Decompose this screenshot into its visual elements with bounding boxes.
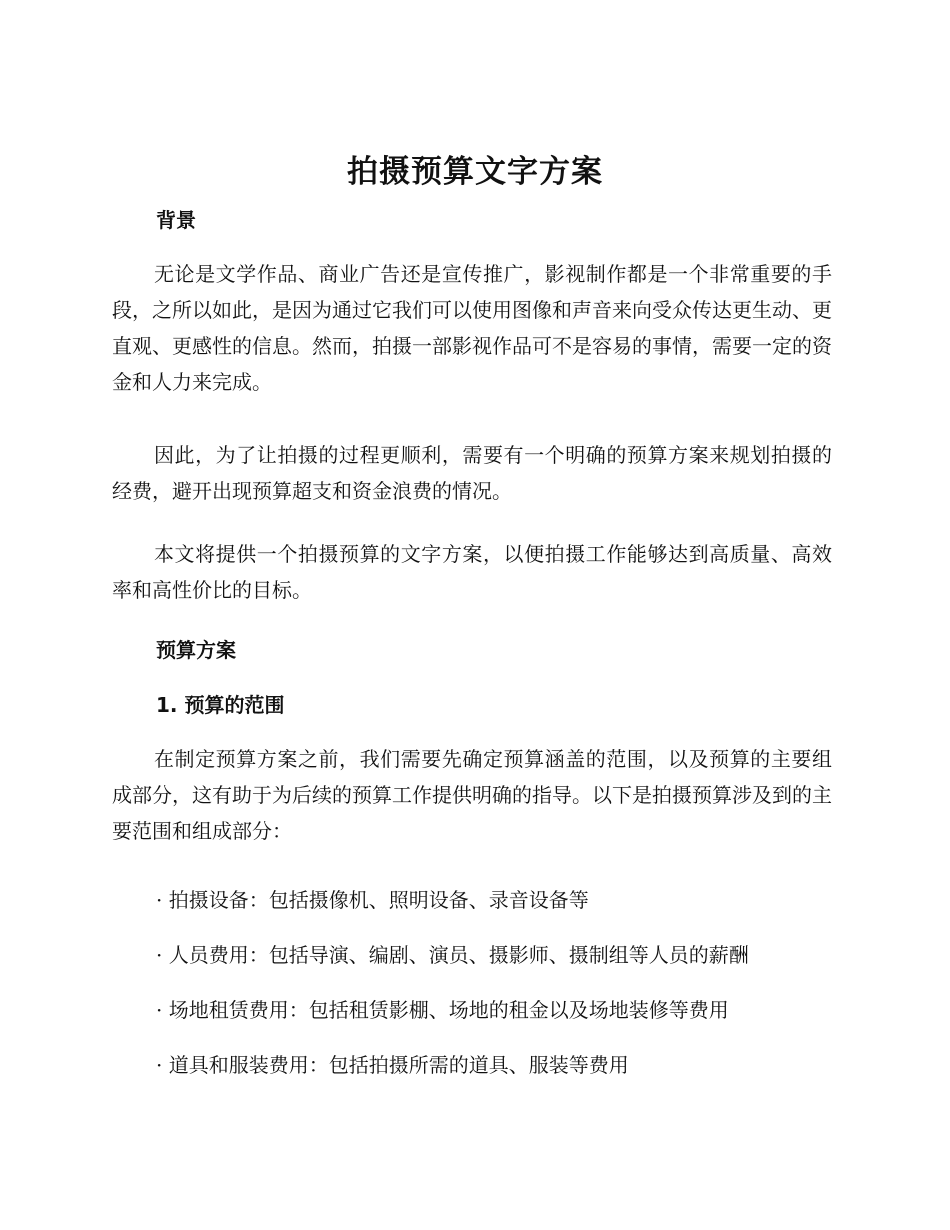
list-item-personnel: · 人员费用：包括导演、编剧、演员、摄影师、摄制组等人员的薪酬 — [156, 943, 749, 967]
paragraph-purpose: 因此，为了让拍摄的过程更顺利，需要有一个明确的预算方案来规划拍摄的经费，避开出现预算超支和资金浪费的情况。 — [112, 443, 832, 503]
section-heading-budget-plan: 预算方案 — [156, 638, 236, 662]
paragraph-scope-of-article: 本文将提供一个拍摄预算的文字方案，以便拍摄工作能够达到高质量、高效率和高性价比的目标。 — [112, 542, 832, 602]
subsection-heading-budget-scope: 1. 预算的范围 — [156, 693, 285, 717]
document-title: 拍摄预算文字方案 — [347, 154, 603, 190]
list-item-equipment: · 拍摄设备：包括摄像机、照明设备、录音设备等 — [156, 888, 589, 912]
section-heading-background: 背景 — [156, 208, 196, 232]
list-item-props-costumes: · 道具和服装费用：包括拍摄所需的道具、服装等费用 — [156, 1053, 629, 1077]
list-item-venue-rental: · 场地租赁费用：包括租赁影棚、场地的租金以及场地装修等费用 — [156, 998, 729, 1022]
paragraph-budget-scope: 在制定预算方案之前，我们需要先确定预算涵盖的范围，以及预算的主要组成部分，这有助于为后续的预算工作提供明确的指导。以下是拍摄预算涉及到的主要范围和组成部分： — [112, 747, 832, 843]
paragraph-intro: 无论是文学作品、商业广告还是宣传推广，影视制作都是一个非常重要的手段，之所以如此，是因为通过它我们可以使用图像和声音来向受众传达更生动、更直观、更感性的信息。然而，拍摄一部影视作品可不是容易的事情，需要一定的资金和人力来完成。 — [112, 262, 832, 394]
